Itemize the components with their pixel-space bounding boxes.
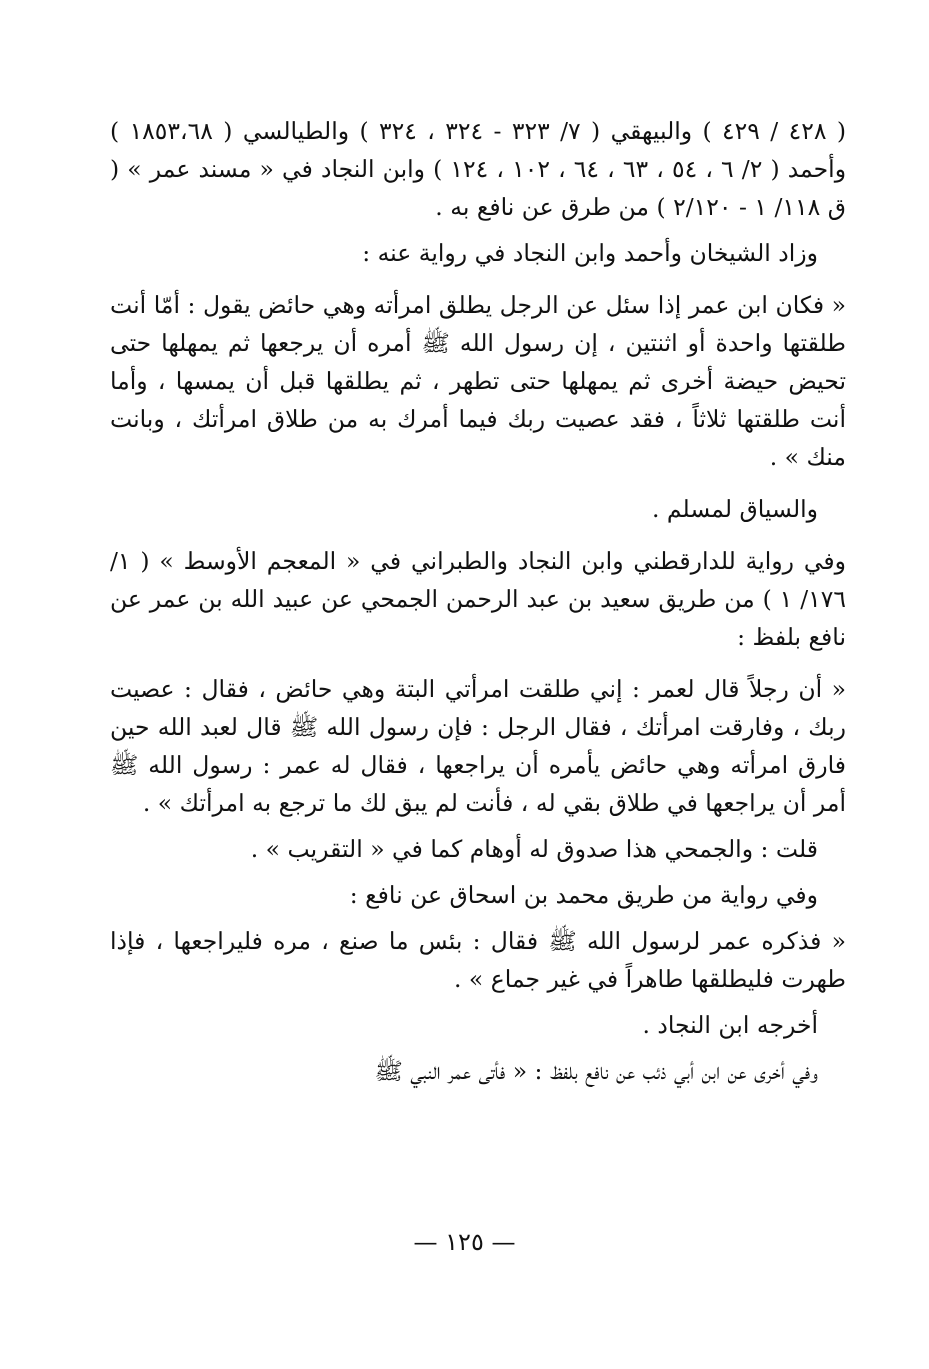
paragraph-quote-ibn-umar: « فكان ابن عمر إذا سئل عن الرجل يطلق امرأته وهي حائض يقول : أمّا أنت طلقتها واحدة أو اثنتين ، إن رسول الله ﷺ أمره أن يرجعها ثم يمهلها حتى تحيض حيضة أخرى ثم يمهلها حتى تطهر ، ثم يطلقها قبل أن يمسها ، وأما أنت طلقتها ثلاثاً ، فقد عصيت ربك فيما أمرك به من طلاق امرأتك ، وبانت منك » .: [110, 291, 846, 471]
paragraph-source: أخرجه ابن النجاد .: [642, 1011, 818, 1039]
paragraph-ibn-abi-dhib: وفي أخرى عن ابن أبي ذئب عن نافع بلفظ : « فأتى عمر النبي ﷺ: [374, 1057, 818, 1085]
page-body: [110, 112, 846, 1090]
paragraph-context: والسياق لمسلم .: [651, 495, 818, 523]
paragraph-citations: ( ٤٢٨ / ٤٢٩ ) والبيهقي ( ٧/ ٣٢٣ - ٣٢٤ ، ٣٢٤ ) والطيالسي ( ١٨٥٣،٦٨ ) وأحمد ( ٢/ ٦ ، ٥٤ ، ٦٣ ، ٦٤ ، ١٠٢ ، ١٢٤ ) وابن النجاد في « مسند عمر » ( ق ١١٨/ ١ - ٢/١٢٠ ) من طرق عن نافع به .: [110, 117, 847, 221]
paragraph-comment: قلت : والجمحي هذا صدوق له أوهام كما في « التقريب » .: [250, 835, 818, 863]
paragraph-quote-man: « أن رجلاً قال لعمر : إني طلقت امرأتي البتة وهي حائض ، فقال : عصيت ربك ، وفارقت امرأتك ، فقال الرجل : فإن رسول الله ﷺ قال لعبد الله حين فارق امرأته وهي حائض يأمره أن يراجعها ، فقال له عمر : رسول الله ﷺ أمر أن يراجعها في طلاق بقي له ، فأنت لم يبق لك ما ترجع به امرأتك » .: [110, 675, 846, 817]
paragraph-daraqutni: وفي رواية للدارقطني وابن النجاد والطبراني في « المعجم الأوسط » ( ١/ ١٧٦/ ١ ) من طريق سعيد بن عبد الرحمن الجمحي عن عبيد الله بن عمر عن نافع بلفظ :: [110, 547, 846, 651]
paragraph-quote-umar: « فذكره عمر لرسول الله ﷺ فقال : بئس ما صنع ، مره فليراجعها ، فإذا طهرت فليطلقها طاهراً في غير جماع » .: [110, 927, 846, 993]
paragraph-ibn-ishaq: وفي رواية من طريق محمد بن اسحاق عن نافع :: [349, 881, 818, 909]
paragraph-addition: وزاد الشيخان وأحمد وابن النجاد في رواية عنه :: [362, 239, 818, 267]
page-number: — ١٢٥ —: [413, 1228, 516, 1256]
